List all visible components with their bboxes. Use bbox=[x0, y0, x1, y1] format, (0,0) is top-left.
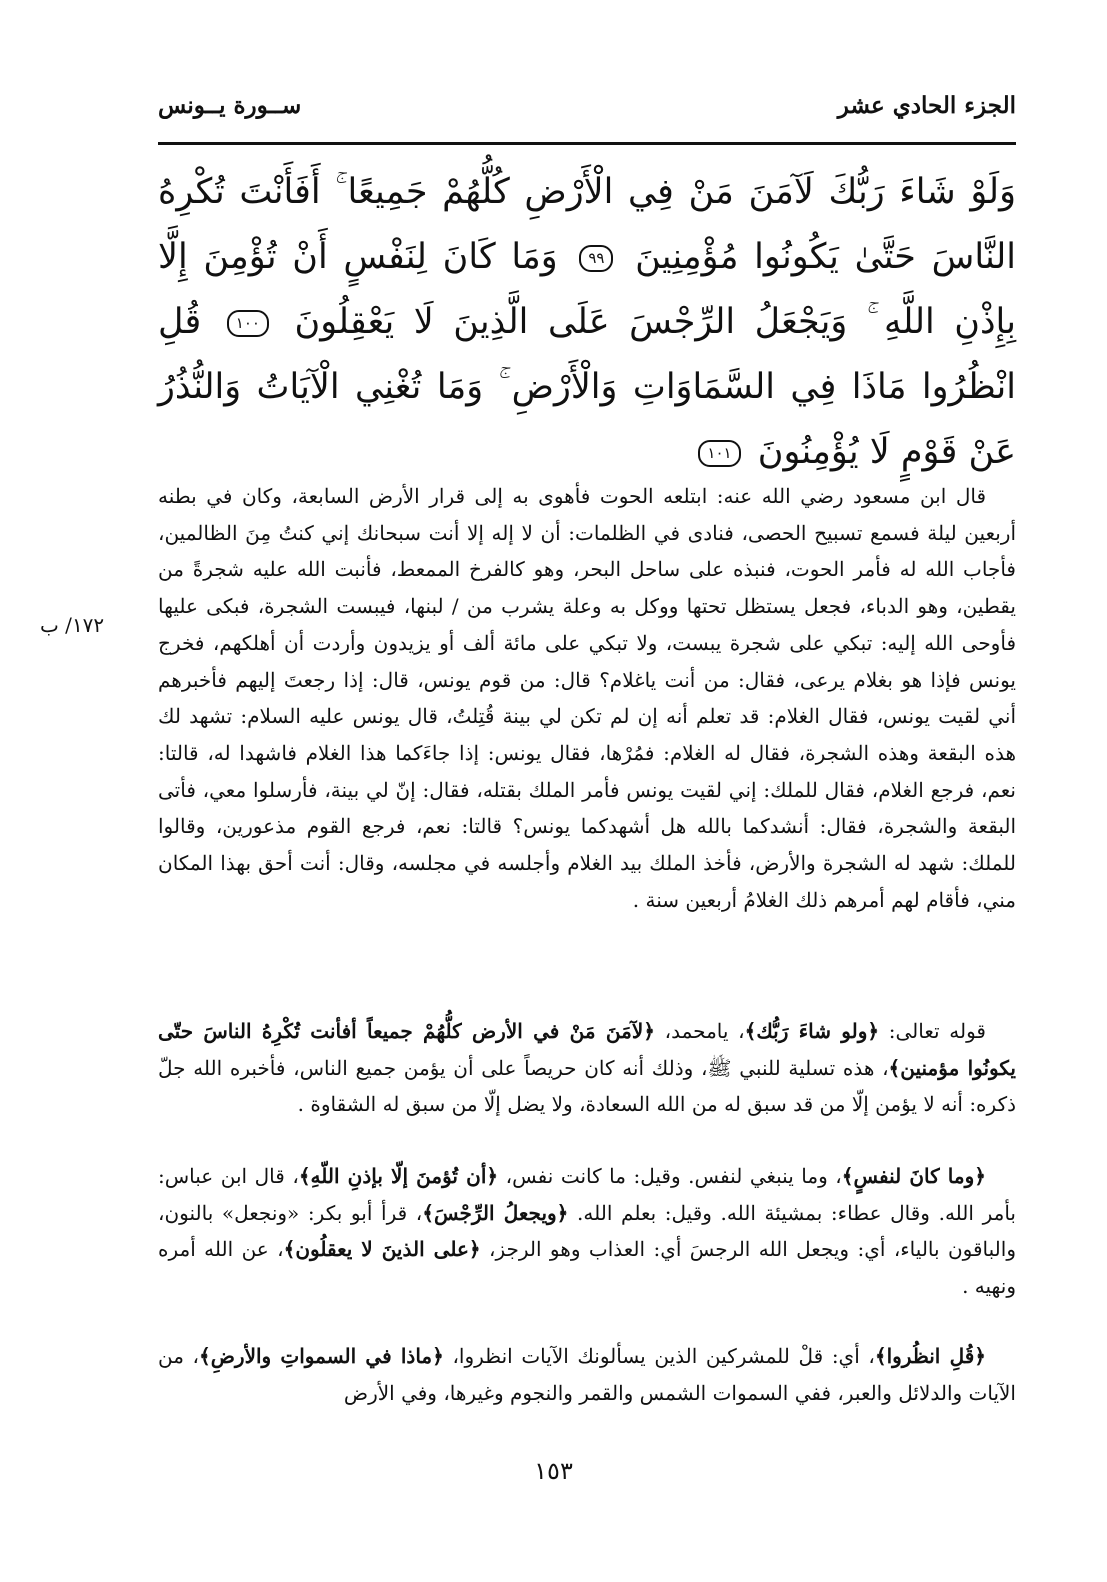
quran-verses bbox=[158, 160, 1016, 485]
plain-text: ، هذه تسلية للنبي ﷺ، وذلك أنه كان حريصاً على أن يؤمن جميع الناس، فأخبره الله جلّ ذكره: أنه لا يؤمن إلّا من قد سبق له من الله السعادة، ولا يضل إلّا من سبق له الشقاوة . bbox=[158, 1055, 1016, 1117]
header-rule bbox=[158, 142, 1016, 145]
paragraph-2-text bbox=[158, 1013, 1016, 1123]
surah-title: ســورة يــونس bbox=[158, 92, 302, 119]
verse-99-number: ٩٩ bbox=[579, 245, 613, 272]
commentary-paragraph-1 bbox=[158, 478, 1016, 918]
commentary-paragraph-4 bbox=[158, 1338, 1016, 1411]
verse-101-number: ١٠١ bbox=[698, 440, 740, 467]
quran-quote: ﴿على الذينَ لا يعقلُون﴾ bbox=[283, 1237, 481, 1262]
plain-text: ، قال ابن عباس: بأمر الله. وقال عطاء: بمشيئة الله. وقيل: بعلم الله. bbox=[158, 1164, 1016, 1225]
plain-text: قوله تعالى: bbox=[879, 1019, 986, 1043]
verse-100-number: ١٠٠ bbox=[227, 310, 269, 337]
juz-title: الجزء الحادي عشر bbox=[837, 92, 1016, 119]
quran-quote: ﴿أن تُؤمنَ إلّا بإذنِ اللّهِ﴾ bbox=[298, 1164, 499, 1188]
paragraph-1-text: قال ابن مسعود رضي الله عنه: ابتلعه الحوت فأهوى به إلى قرار الأرض السابعة، وكان في بطنه أربعين ليلة فسمع تسبيح الحصى، فنادى في الظلمات: أن لا إله إلا أنت سبحانك إني كنتُ مِنَ الظالمين، فأجاب الله له فأمر الحوت، فنبذه على ساحل البحر، وهو كالفرخ الممعط، فأنبت الله عليه شجرةً من يقطين، وهو الدباء، فجعل يستظل تحتها ووكل به وعلة يشرب من / لبنها، فيبست الشجرة، فبكى عليها فأوحى الله إليه: تبكي على شجرة يبست، ولا تبكي على مائة ألف أو يزيدون وأردت أن أهلكهم، فخرج يونس فإذا هو بغلام يرعى، فقال: من أنت ياغلام؟ قال: من قوم يونس، قال: إذا رجعتَ إليهم فأخبرهم أني لقيت يونس، فقال الغلام: قد تعلم أنه إن لم تكن لي بينة قُتِلتُ، قال يونس عليه السلام: تشهد لك هذه البقعة وهذه الشجرة، فقال له الغلام: فمُرْها، فقال يونس: إذا جاءَكما هذا الغلام فاشهدا له، قالتا: نعم، فرجع الغلام، فقال للملك: إني لقيت يونس فأمر الملك بقتله، فقال: إنّ لي بينة، فأرسلوا معي، فأتى البقعة والشجرة، فقال: أنشدكما بالله هل أشهدكما يونس؟ قالتا: نعم، فرجع القوم مذعورين، وقالوا للملك: شهد له الشجرة والأرض، فأخذ الملك بيد الغلام وأجلسه في مجلسه، وقال: أنت أحق بهذا المكان مني، فأقام لهم أمرهم ذلك الغلامُ أربعين سنة . bbox=[158, 484, 1016, 912]
verse-101-text: قُلِ انْظُرُوا مَاذَا فِي السَّمَاوَاتِ وَالْأَرْضِ ۚ وَمَا تُغْنِي الْآيَاتُ وَالنُّذُرُ عَنْ قَوْمٍ لَا يُؤْمِنُونَ bbox=[158, 302, 1016, 472]
paragraph-3-text bbox=[158, 1158, 1016, 1305]
plain-text: ، يامحمد، bbox=[654, 1019, 745, 1043]
manuscript-folio-note: ١٧٢/ ب bbox=[40, 613, 105, 637]
quran-quote: ﴿قُلِ انظُروا﴾ bbox=[874, 1344, 986, 1368]
commentary-paragraph-2 bbox=[158, 1013, 1016, 1123]
quran-quote: ﴿ماذا في السمواتِ والأرضِ﴾ bbox=[199, 1344, 444, 1368]
quran-quote: ﴿ويجعلُ الرِّجْسَ﴾ bbox=[422, 1200, 569, 1225]
plain-text: ، قرأ أبو بكر: «ونجعل» بالنون، والباقون بالياء، أي: ويجعل الله الرجسَ أي: العذاب وهو الرجز، bbox=[158, 1200, 1016, 1262]
verse-100-text: وَمَا كَانَ لِنَفْسٍ أَنْ تُؤْمِنَ إِلَّا بِإِذْنِ اللَّهِ ۚ وَيَجْعَلُ الرِّجْسَ عَلَى الَّذِينَ لَا يَعْقِلُونَ bbox=[158, 237, 1016, 342]
plain-text: ، من الآيات والدلائل والعبر، ففي السموات الشمس والقمر والنجوم وغيرها، وفي الأرض bbox=[158, 1344, 1016, 1405]
page-number: ١٥٣ bbox=[534, 1457, 573, 1485]
plain-text: ، عن الله أمره ونهيه . bbox=[158, 1237, 1016, 1299]
plain-text: ، أي: قلْ للمشركين الذين يسألونك الآيات انظروا، bbox=[443, 1344, 875, 1368]
quran-quote: ﴿لآمَنَ مَنْ في الأرض كلُّهُمْ جميعاً أفأنت تُكْرِهُ الناسَ حتّى يكونُوا مؤمنين﴾ bbox=[158, 1019, 1016, 1080]
quran-quote: ﴿وما كانَ لنفسٍ﴾ bbox=[841, 1164, 986, 1188]
paragraph-4-text bbox=[158, 1338, 1016, 1411]
quran-quote: ﴿ولو شاءَ رَبُّك﴾ bbox=[744, 1019, 880, 1043]
page-header bbox=[158, 88, 1016, 128]
commentary-paragraph-3 bbox=[158, 1158, 1016, 1305]
verse-99-text: وَلَوْ شَاءَ رَبُّكَ لَآمَنَ مَنْ فِي الْأَرْضِ كُلُّهُمْ جَمِيعًا ۚ أَفَأَنْتَ تُكْرِهُ النَّاسَ حَتَّىٰ يَكُونُوا مُؤْمِنِينَ bbox=[158, 172, 1016, 277]
plain-text: ، وما ينبغي لنفس. وقيل: ما كانت نفس، bbox=[498, 1164, 842, 1188]
